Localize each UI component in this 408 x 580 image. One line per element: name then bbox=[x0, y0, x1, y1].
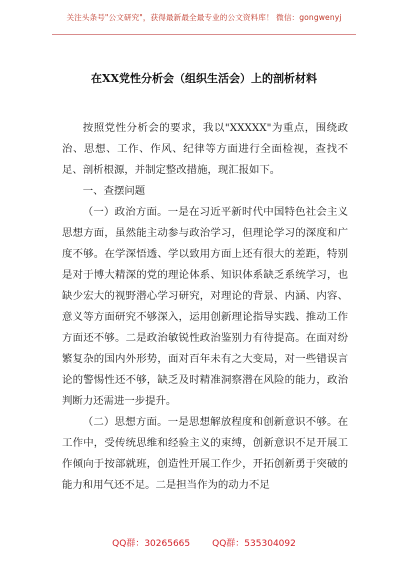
header-banner: 关注头条号"公文研究"，获得最新最全最专业的公文资料库！ 微信：gongwenyj bbox=[66, 13, 342, 22]
header-divider bbox=[52, 34, 356, 35]
footer-qq-group-1: QQ群：30265665 bbox=[112, 539, 191, 549]
intro-paragraph: 按照党性分析会的要求，我以"XXXXX"为重点，围绕政治、思想、工作、作风、纪律等方面进行全面检视，查找不足、剖析根源，并制定整改措施，现汇报如下。 bbox=[62, 122, 348, 176]
section-heading: 一、查摆问题 bbox=[82, 185, 146, 197]
footer-contact bbox=[0, 536, 408, 549]
document-title: 在XX党性分析会（组织生活会）上的剖析材料 bbox=[90, 72, 318, 85]
political-paragraph: （一）政治方面。一是在习近平新时代中国特色社会主义思想方面，虽然能主动参与政治学习，但理论学习的深度和广度不够。在学深悟透、学以致用方面上还有很大的差距，特别是对于博大精深的党的理论体系、知识体系缺乏系统学习，也缺少宏大的视野潜心学习研究，对理论的背景、内涵、内容、意义等方面研究不够深入，运用创新理论指导实践、推动工作方面还不够。二是政治敏锐性政治鉴别力有待提高。在面对纷繁复杂的国内外形势，面对百年未有之大变局，对一些错误言论的警惕性还不够，缺乏及时精准洞察潜在风险的能力，政治判断力还需进一步提升。 bbox=[62, 206, 348, 407]
footer-qq-group-2: QQ群：535304092 bbox=[212, 539, 296, 549]
ideology-paragraph: （二）思想方面。一是思想解放程度和创新意识不够。在工作中，受传统思维和经验主义的束缚，创新意识不足开展工作倾向于按部就班，创造性开展工作少，开拓创新勇于突破的能力和用气还不足。二是担当作为的动力不足 bbox=[62, 416, 348, 491]
document-body bbox=[62, 118, 348, 496]
